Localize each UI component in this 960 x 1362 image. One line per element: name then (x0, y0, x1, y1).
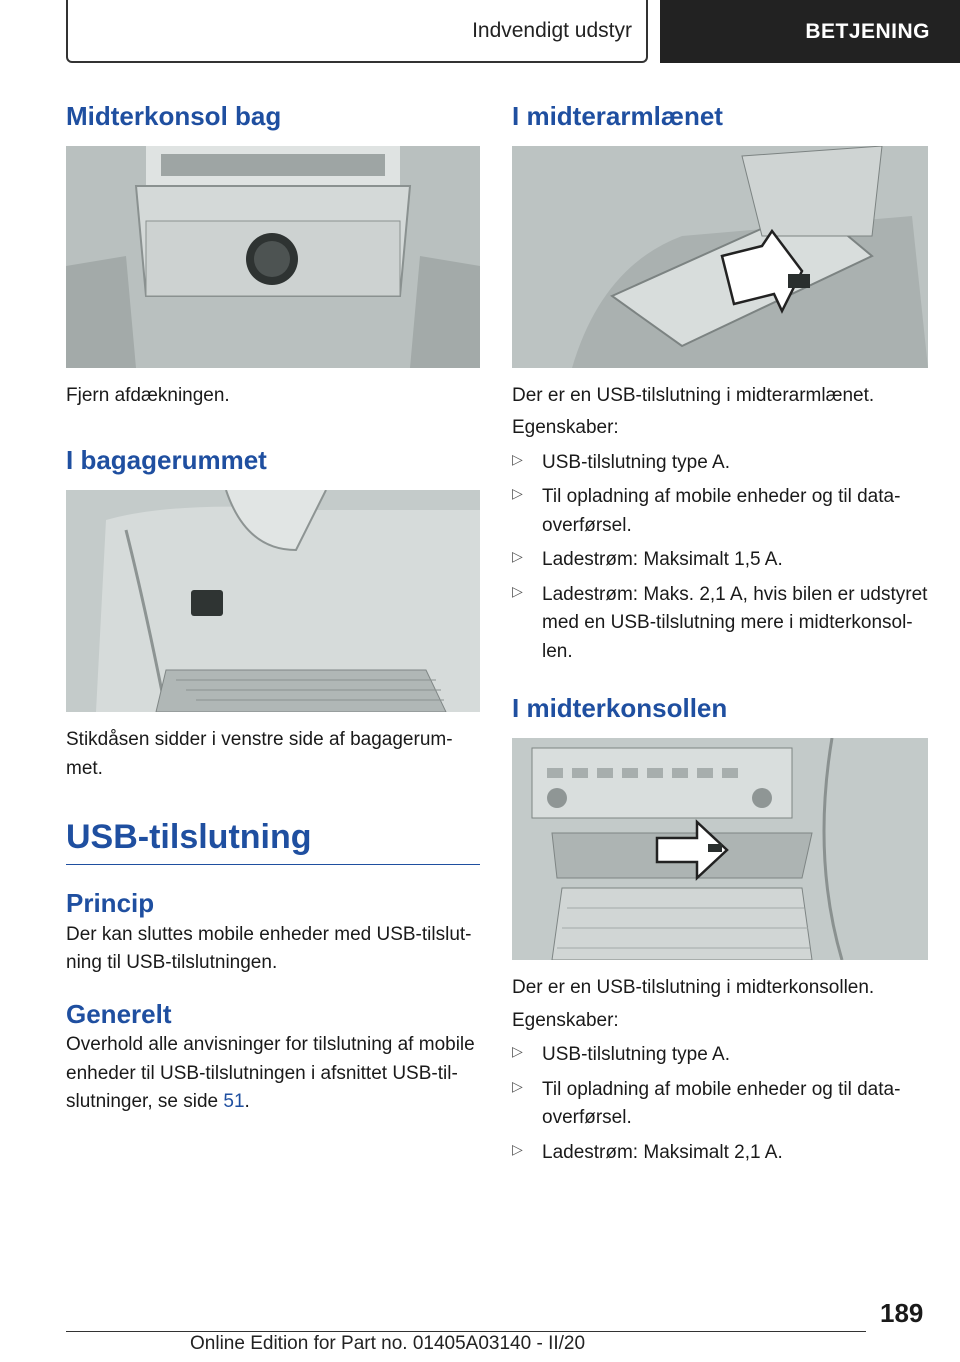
list-item: ▷ USB-tilslutning type A. (512, 450, 730, 473)
heading-center-armrest: I midterarmlænet (512, 101, 723, 131)
text-general-body: Overhold alle anvisninger for tilslutning af mobile enheder til USB-tilslutningen i afsnittet USB-til-slutninger, se side (66, 1034, 475, 1113)
triangle-bullet-icon: ▷ (512, 485, 523, 502)
text-properties-label-1: Egenskaber: (512, 417, 619, 439)
text-armrest-usb: Der er en USB-tilslutning i midterarmlænet. (512, 384, 875, 406)
heading-principle: Princip (66, 887, 155, 918)
heading-center-console: I midterkonsollen (512, 693, 728, 724)
footer-edition-text: Online Edition for Part no. 01405A03140 - II/20 (190, 1333, 586, 1354)
header-chapter-label: BETJENING (805, 19, 930, 43)
header-section-tab (66, 0, 648, 63)
image-rear-console-socket (66, 146, 480, 368)
list-item: ▷ Ladestrøm: Maksimalt 2,1 A. (512, 1140, 783, 1163)
header-section-label: Indvendigt udstyr (472, 18, 632, 42)
properties-list-2 (512, 1041, 928, 1167)
text-general (66, 1031, 480, 1117)
list-item: ▷ USB-tilslutning type A. (512, 1043, 730, 1066)
list-item: ▷ Til opladning af mobile enheder og til data-overførsel. (512, 485, 901, 536)
triangle-bullet-icon: ▷ (512, 548, 523, 565)
properties-list-1 (512, 449, 928, 667)
text-general-end: . (244, 1091, 250, 1113)
right-column (512, 100, 928, 1167)
triangle-bullet-icon: ▷ (512, 450, 523, 467)
triangle-bullet-icon: ▷ (512, 1043, 523, 1060)
image-trunk-socket (66, 490, 480, 712)
text-properties-label-2: Egenskaber: (512, 1009, 619, 1031)
page-number: 189 (880, 1298, 924, 1328)
text-principle: Der kan sluttes mobile enheder med USB-tilslut-ning til USB-tilslutningen. (66, 923, 472, 974)
heading-rear-center-console: Midterkonsol bag (66, 101, 282, 131)
triangle-bullet-icon: ▷ (512, 1140, 523, 1157)
text-remove-cover: Fjern afdækningen. (66, 384, 230, 406)
text-socket-location: Stikdåsen sidder i venstre side af bagagerum-met. (66, 729, 453, 779)
heading-usb-connection: USB-tilslutning (66, 817, 480, 865)
heading-general: Generelt (66, 998, 172, 1029)
page-reference-link[interactable]: 51 (223, 1091, 245, 1113)
list-item: ▷ Ladestrøm: Maksimalt 1,5 A. (512, 548, 783, 571)
footer-divider (66, 1331, 866, 1332)
image-armrest-usb (512, 146, 928, 368)
left-column (66, 100, 480, 1117)
triangle-bullet-icon: ▷ (512, 582, 523, 599)
text-console-usb: Der er en USB-tilslutning i midterkonsollen. (512, 977, 875, 999)
list-item: ▷ Til opladning af mobile enheder og til data-overførsel. (512, 1077, 901, 1129)
header-chapter-tab (660, 0, 960, 63)
heading-luggage-compartment: I bagagerummet (66, 445, 267, 476)
list-item: ▷ Ladestrøm: Maks. 2,1 A, hvis bilen er udstyret med en USB-tilslutning mere i midterkonsol-len. (512, 582, 928, 662)
triangle-bullet-icon: ▷ (512, 1077, 523, 1094)
image-console-usb (512, 738, 928, 960)
